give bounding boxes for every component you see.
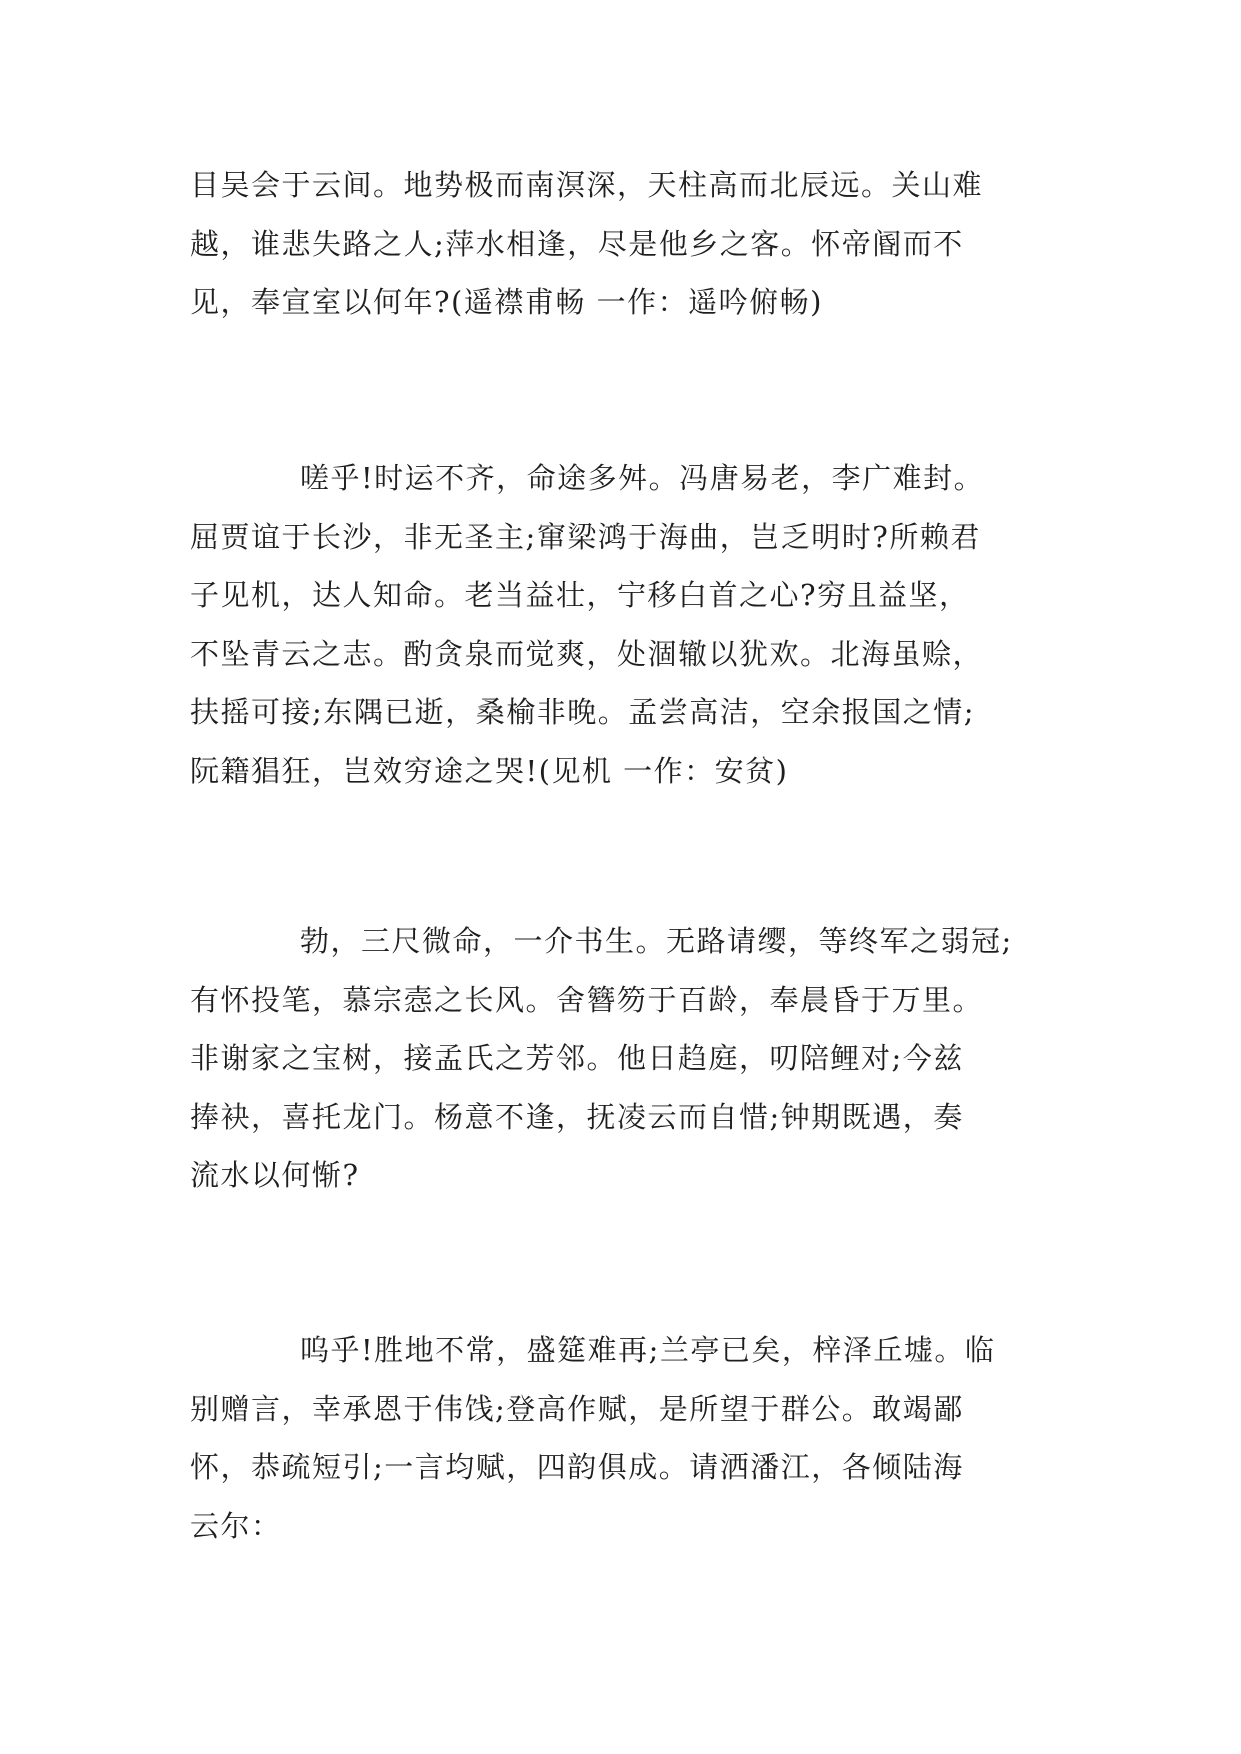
paragraph-wuhu	[190, 1321, 1070, 1555]
text-line: 目吴会于云间。地势极而南溟深，天柱高而北辰远。关山难	[190, 168, 984, 202]
text-line: 扶摇可接;东隅已逝，桑榆非晚。孟尝高洁，空余报国之情;	[190, 695, 976, 729]
text-line: 有怀投笔，慕宗悫之长风。舍簪笏于百龄，奉晨昏于万里。	[190, 982, 984, 1017]
text-line: 见，奉宣室以何年?(遥襟甫畅 一作：遥吟俯畅)	[190, 285, 823, 319]
text-line: 捧袂，喜托龙门。杨意不逢，抚凌云而自惜;钟期既遇，奏	[190, 1099, 964, 1134]
text-line: 越，谁悲失路之人;萍水相逢，尽是他乡之客。怀帝阍而不	[190, 226, 964, 261]
paragraph-jiehu	[190, 449, 1070, 800]
text-line: 云尔：	[190, 1508, 282, 1543]
text-line: 子见机，达人知命。老当益壮，宁移白首之心?穷且益坚，	[190, 578, 970, 612]
text-line: 屈贾谊于长沙，非无圣主;窜梁鸿于海曲，岂乏明时?所赖君	[190, 519, 981, 554]
paragraph-bo	[190, 912, 1070, 1205]
text-line: 不坠青云之志。酌贪泉而觉爽，处涸辙以犹欢。北海虽赊，	[190, 636, 984, 671]
text-line: 呜乎!胜地不常，盛筵难再;兰亭已矣，梓泽丘墟。临	[300, 1333, 996, 1367]
text-line: 阮籍猖狂，岂效穷途之哭!(见机 一作：安贫)	[190, 753, 789, 788]
text-line: 非谢家之宝树，接孟氏之芳邻。他日趋庭，叨陪鲤对;今兹	[190, 1041, 964, 1075]
paragraph-continuation	[190, 156, 1070, 332]
text-line: 勃，三尺微命，一介书生。无路请缨，等终军之弱冠;	[300, 924, 1013, 958]
text-line: 怀，恭疏短引;一言均赋，四韵俱成。请洒潘江，各倾陆海	[190, 1450, 964, 1484]
text-line: 流水以何惭?	[190, 1158, 360, 1192]
text-line: 嗟乎!时运不齐，命途多舛。冯唐易老，李广难封。	[300, 461, 985, 495]
text-line: 别赠言，幸承恩于伟饯;登高作赋，是所望于群公。敢竭鄙	[190, 1391, 964, 1426]
